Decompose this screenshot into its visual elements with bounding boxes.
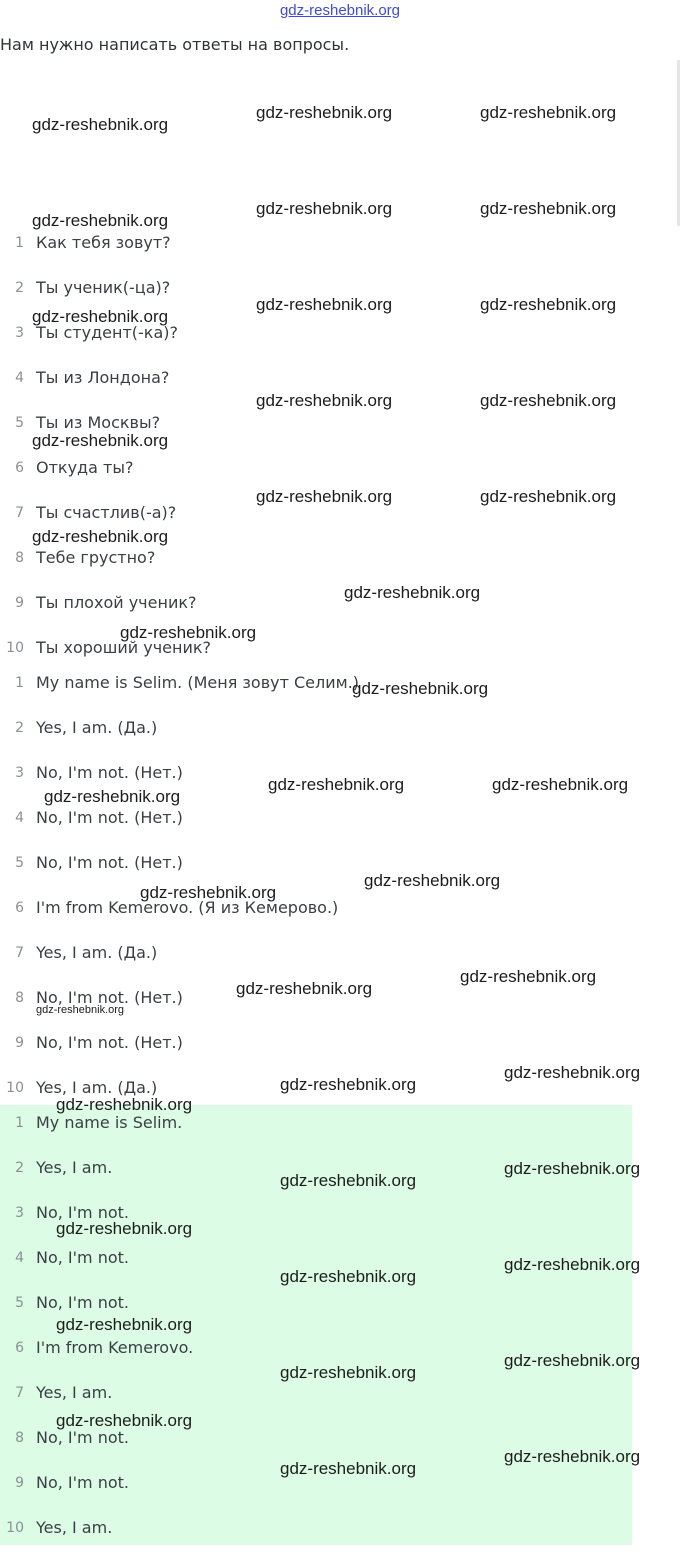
- translated-answer-text: I'm from Kemerovo. (Я из Кемерово.): [36, 898, 339, 917]
- final-answer-text: No, I'm not.: [36, 1473, 130, 1492]
- watermark: gdz-reshebnik.org: [56, 1315, 193, 1334]
- watermark: gdz-reshebnik.org: [504, 1063, 641, 1082]
- line-number: 7: [15, 505, 24, 521]
- line-number: 2: [15, 1160, 24, 1176]
- translated-answer-text: Yes, I am. (Да.): [36, 943, 158, 962]
- watermark: gdz-reshebnik.org: [480, 487, 617, 506]
- watermark: gdz-reshebnik.org: [32, 115, 169, 134]
- line-number: 1: [15, 675, 24, 691]
- translated-answer-text: My name is Selim. (Меня зовут Селим.): [36, 673, 360, 692]
- translated-answer-text: No, I'm not. (Нет.): [36, 988, 183, 1007]
- question-text: Ты из Москвы?: [36, 413, 161, 432]
- final-answer-text: I'm from Kemerovo.: [36, 1338, 194, 1357]
- watermark: gdz-reshebnik.org: [56, 1411, 193, 1430]
- final-answer-text: No, I'm not.: [36, 1203, 130, 1222]
- watermark: gdz-reshebnik.org: [120, 623, 257, 642]
- line-number: 9: [15, 595, 24, 611]
- final-answer-text: No, I'm not.: [36, 1293, 130, 1312]
- question-text: Ты счастлив(-а)?: [36, 503, 177, 522]
- line-number: 4: [15, 1250, 24, 1266]
- watermark: gdz-reshebnik.org: [504, 1351, 641, 1370]
- translated-answer-text: No, I'm not. (Нет.): [36, 808, 183, 827]
- line-number: 4: [15, 810, 24, 826]
- line-number: 2: [15, 720, 24, 736]
- line-number: 1: [15, 1115, 24, 1131]
- watermark: gdz-reshebnik.org: [256, 199, 393, 218]
- line-number: 8: [15, 550, 24, 566]
- watermark: gdz-reshebnik.org: [256, 295, 393, 314]
- watermark: gdz-reshebnik.org: [236, 979, 373, 998]
- watermark: gdz-reshebnik.org: [504, 1159, 641, 1178]
- final-answer-text: No, I'm not.: [36, 1248, 130, 1267]
- translated-answer-text: No, I'm not. (Нет.): [36, 853, 183, 872]
- watermark: gdz-reshebnik.org: [56, 1219, 193, 1238]
- watermark: gdz-reshebnik.org: [280, 1171, 417, 1190]
- watermark: gdz-reshebnik.org: [32, 431, 169, 450]
- watermark: gdz-reshebnik.org: [480, 199, 617, 218]
- final-answer-text: Yes, I am.: [36, 1383, 113, 1402]
- line-number: 10: [6, 1080, 24, 1096]
- line-number: 6: [15, 460, 24, 476]
- watermark: gdz-reshebnik.org: [280, 1459, 417, 1478]
- question-text: Ты студент(-ка)?: [36, 323, 178, 342]
- question-text: Как тебя зовут?: [36, 233, 171, 252]
- line-number: 1: [15, 235, 24, 251]
- final-answer-text: My name is Selim.: [36, 1113, 183, 1132]
- line-number: 7: [15, 1385, 24, 1401]
- line-number: 10: [6, 1520, 24, 1536]
- line-number: 5: [15, 415, 24, 431]
- translated-answer-text: No, I'm not. (Нет.): [36, 763, 183, 782]
- question-text: Ты хороший ученик?: [36, 638, 211, 657]
- watermark: gdz-reshebnik.org: [256, 103, 393, 122]
- watermark: gdz-reshebnik.org: [36, 1004, 125, 1016]
- translated-answer-text: Yes, I am. (Да.): [36, 718, 158, 737]
- watermark: gdz-reshebnik.org: [32, 527, 169, 546]
- watermark: gdz-reshebnik.org: [480, 391, 617, 410]
- question-text: Ты плохой ученик?: [36, 593, 197, 612]
- watermark: gdz-reshebnik.org: [280, 1363, 417, 1382]
- question-text: Откуда ты?: [36, 458, 134, 477]
- watermark: gdz-reshebnik.org: [56, 1095, 193, 1114]
- site-link[interactable]: gdz-reshebnik.org: [279, 2, 401, 19]
- line-number: 3: [15, 1205, 24, 1221]
- watermark: gdz-reshebnik.org: [140, 883, 277, 902]
- question-text: Тебе грустно?: [36, 548, 156, 567]
- final-answer-text: Yes, I am.: [36, 1518, 113, 1537]
- line-number: 9: [15, 1475, 24, 1491]
- question-text: Ты ученик(-ца)?: [36, 278, 171, 297]
- translated-answer-text: No, I'm not. (Нет.): [36, 1033, 183, 1052]
- watermark: gdz-reshebnik.org: [480, 103, 617, 122]
- watermark: gdz-reshebnik.org: [256, 391, 393, 410]
- line-number: 6: [15, 900, 24, 916]
- line-number: 3: [15, 765, 24, 781]
- watermark: gdz-reshebnik.org: [344, 583, 481, 602]
- watermark: gdz-reshebnik.org: [460, 967, 597, 986]
- watermark: gdz-reshebnik.org: [504, 1447, 641, 1466]
- watermark: gdz-reshebnik.org: [44, 787, 181, 806]
- intro-text: Нам нужно написать ответы на вопросы.: [0, 35, 350, 54]
- watermark: gdz-reshebnik.org: [352, 679, 489, 698]
- watermark: gdz-reshebnik.org: [32, 211, 169, 230]
- line-number: 3: [15, 325, 24, 341]
- line-number: 4: [15, 370, 24, 386]
- watermark: gdz-reshebnik.org: [280, 1075, 417, 1094]
- final-answer-text: No, I'm not.: [36, 1428, 130, 1447]
- watermark: gdz-reshebnik.org: [364, 871, 501, 890]
- watermark: gdz-reshebnik.org: [280, 1267, 417, 1286]
- line-number: 10: [6, 640, 24, 656]
- watermark: gdz-reshebnik.org: [480, 295, 617, 314]
- line-number: 8: [15, 1430, 24, 1446]
- line-number: 5: [15, 855, 24, 871]
- line-number: 5: [15, 1295, 24, 1311]
- line-number: 8: [15, 990, 24, 1006]
- line-number: 2: [15, 280, 24, 296]
- watermark: gdz-reshebnik.org: [32, 307, 169, 326]
- watermark: gdz-reshebnik.org: [492, 775, 629, 794]
- line-number: 7: [15, 945, 24, 961]
- translated-answer-text: Yes, I am. (Да.): [36, 1078, 158, 1097]
- line-number: 6: [15, 1340, 24, 1356]
- final-answer-text: Yes, I am.: [36, 1158, 113, 1177]
- question-text: Ты из Лондона?: [36, 368, 170, 387]
- watermark: gdz-reshebnik.org: [256, 487, 393, 506]
- line-number: 9: [15, 1035, 24, 1051]
- watermark: gdz-reshebnik.org: [504, 1255, 641, 1274]
- watermark: gdz-reshebnik.org: [268, 775, 405, 794]
